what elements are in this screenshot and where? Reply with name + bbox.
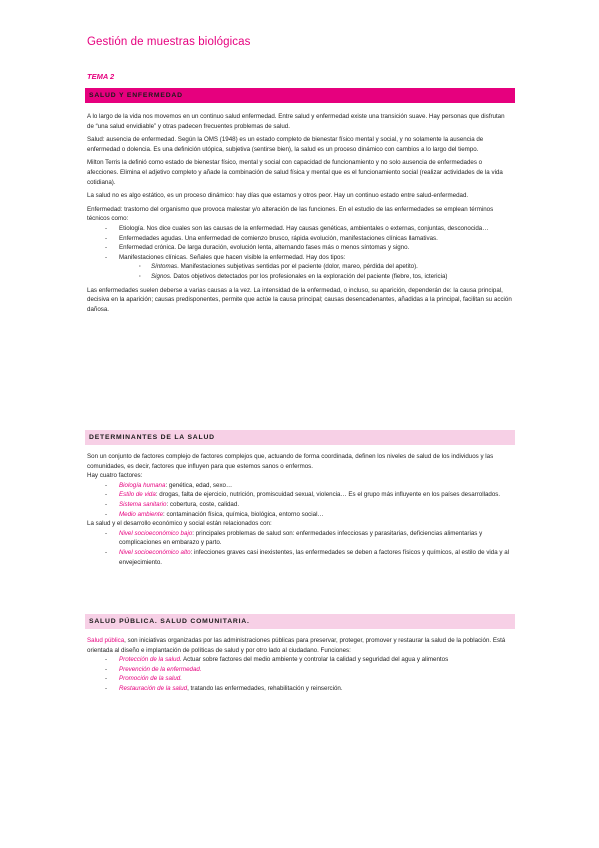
section-heading-salud: SALUD Y ENFERMEDAD <box>85 88 515 103</box>
paragraph: Milton Terris la definió como estado de bienestar físico, mental y social con capacidad de funcionamiento y no solo ausencia de enfermedades o afecciones. Elimina el adjetivo completo y añade la combinación de salud física y mental que es el funcionamiento social (realizar actividades de la vida cotidiana). <box>87 159 503 186</box>
paragraph: Son un conjunto de factores complejo de factores complejos que, actuando de forma coordinada, definen los niveles de salud de los individuos y las comunidades, es decir, factores que influyen para que estemos sanos o enfermos. <box>87 453 494 470</box>
function-text: , tratando las enfermedades, rehabilitación y reinserción. <box>187 684 343 692</box>
list-item <box>87 665 513 675</box>
list-item <box>87 529 513 548</box>
list-item: - Enfermedades agudas. Una enfermedad de comienzo brusco, rápida evolución, manifestaciones clínicas llamativas. <box>87 234 513 244</box>
paragraph: La salud no es algo estático, es un proceso dinámico: hay días que estamos y otros peor. Hay un continuo estado entre salud-enfermedad. <box>87 192 469 200</box>
factors-list <box>87 481 513 519</box>
factor-text: : cobertura, coste, calidad. <box>166 500 240 508</box>
factor-label: Sistema sanitario <box>119 500 167 508</box>
factor-label: Biología humana <box>119 481 166 489</box>
section-heading-publica: SALUD PÚBLICA. SALUD COMUNITARIA. <box>85 614 515 629</box>
paragraph: A lo largo de la vida nos movemos en un continuo salud enfermedad. Entre salud y enfermedad existe una transición suave. Hay personas que disfrutan de “una salud envidiable” y otras padecen frecuentes problemas de salud. <box>87 113 505 130</box>
salud-section-body <box>87 112 513 314</box>
level-text: : principales problemas de salud son: enfermedades infecciosas y parasitarias, deficiencias alimentarias y complicaciones en embarazo y parto. <box>119 529 483 547</box>
list-item <box>87 548 513 567</box>
level-text: : infecciones graves casi inexistentes, las enfermedades se deben a factores físicos y químicos, al estilo de vida y al envejecimiento. <box>119 548 510 566</box>
list-item <box>87 674 513 684</box>
lead-term: Salud pública <box>87 637 125 644</box>
factor-label: Medio ambiente <box>119 510 164 518</box>
list-item <box>87 655 513 665</box>
paragraph: La salud y el desarrollo económico y social están relacionados con: <box>87 520 272 528</box>
topic-number: TEMA 2 <box>87 72 115 81</box>
function-text: . Actuar sobre factores del medio ambiente y controlar la calidad y seguridad del agua y alimentos <box>179 656 449 664</box>
term-text: . Datos objetivos detectados por los profesionales en la exploración del paciente (fiebre, tos, ictericia) <box>169 272 448 280</box>
publica-section-body <box>87 636 513 694</box>
document-title: Gestión de muestras biológicas <box>87 36 251 48</box>
factor-text: : contaminación física, química, biológica, entorno social… <box>163 510 324 518</box>
signs-list <box>87 262 513 281</box>
paragraph-text: , son iniciativas organizadas por las administraciones públicas para preservar, proteger, promover y restaurar la salud de la población. Está orientada al diseño e implantación de políticas de salud y por otro lado al ciudadano. Funciones: <box>87 637 506 654</box>
paragraph: Las enfermedades suelen deberse a varias causas a la vez. La intensidad de la enfermedad, o incluso, su aparición, dependerán de: la causa principal, decisiva en la aparición; causas predisponentes, permite que actúe la causa principal; causas desencadenantes, añadidas a la principal, facilitan su acción dañosa. <box>87 286 512 313</box>
determinantes-section-body <box>87 452 513 567</box>
paragraph: Enfermedad: trastorno del organismo que provoca malestar y/o alteración de las funciones. En el estudio de las enfermedades se emplean términos técnicos como: <box>87 205 494 223</box>
factor-text: : genética, edad, sexo… <box>165 481 233 489</box>
level-label: Nivel socioeconómico alto <box>119 548 191 556</box>
section-heading-determinantes: DETERMINANTES DE LA SALUD <box>85 430 515 445</box>
level-label: Nivel socioeconómico bajo <box>119 529 193 537</box>
list-item <box>87 684 513 694</box>
list-item <box>87 510 513 520</box>
list-item <box>87 481 513 491</box>
term-text: . Manifestaciones subjetivas sentidas por el paciente (dolor, mareo, pérdida del apetito). <box>177 263 418 271</box>
list-item: - Etiología. Nos dice cuales son las causas de la enfermedad. Hay causas genéticas, ambientales o externas, conjuntas, desconocida… <box>87 224 513 234</box>
list-item <box>87 272 513 282</box>
list-item: - Manifestaciones clínicas. Señales que hacen visible la enfermedad. Hay dos tipos: <box>87 253 513 263</box>
factor-label: Estilo de vida <box>119 491 156 499</box>
levels-list <box>87 529 513 567</box>
list-item <box>87 500 513 510</box>
factor-text: : drogas, falta de ejercicio, nutrición, promiscuidad sexual, violencia… Es el grupo más influyente en los países desarrollados. <box>155 491 501 499</box>
paragraph <box>87 636 513 655</box>
term-label: Signos <box>151 272 170 280</box>
list-item <box>87 262 513 272</box>
list-item: - Enfermedad crónica. De larga duración, evolución lenta, alternando fases más o menos síntomas y signo. <box>87 243 513 253</box>
function-label: Promoción de la salud. <box>119 675 182 683</box>
functions-list <box>87 655 513 693</box>
function-label: Protección de la salud <box>119 656 180 664</box>
term-label: Síntomas <box>151 263 178 271</box>
paragraph: Salud: ausencia de enfermedad. Según la OMS (1948) es un estado completo de bienestar físico mental y social, y no solamente la ausencia de enfermedad o dolencia. Es una definición utópica, subjetiva (sentirse bien), la salud es un proceso dinámico con cambios a lo largo del tiempo. <box>87 136 484 153</box>
function-label: Restauración de la salud <box>119 684 188 692</box>
terms-list <box>87 224 513 262</box>
paragraph: Hay cuatro factores: <box>87 472 143 480</box>
function-label: Prevención de la enfermedad. <box>119 665 202 673</box>
list-item <box>87 490 513 500</box>
